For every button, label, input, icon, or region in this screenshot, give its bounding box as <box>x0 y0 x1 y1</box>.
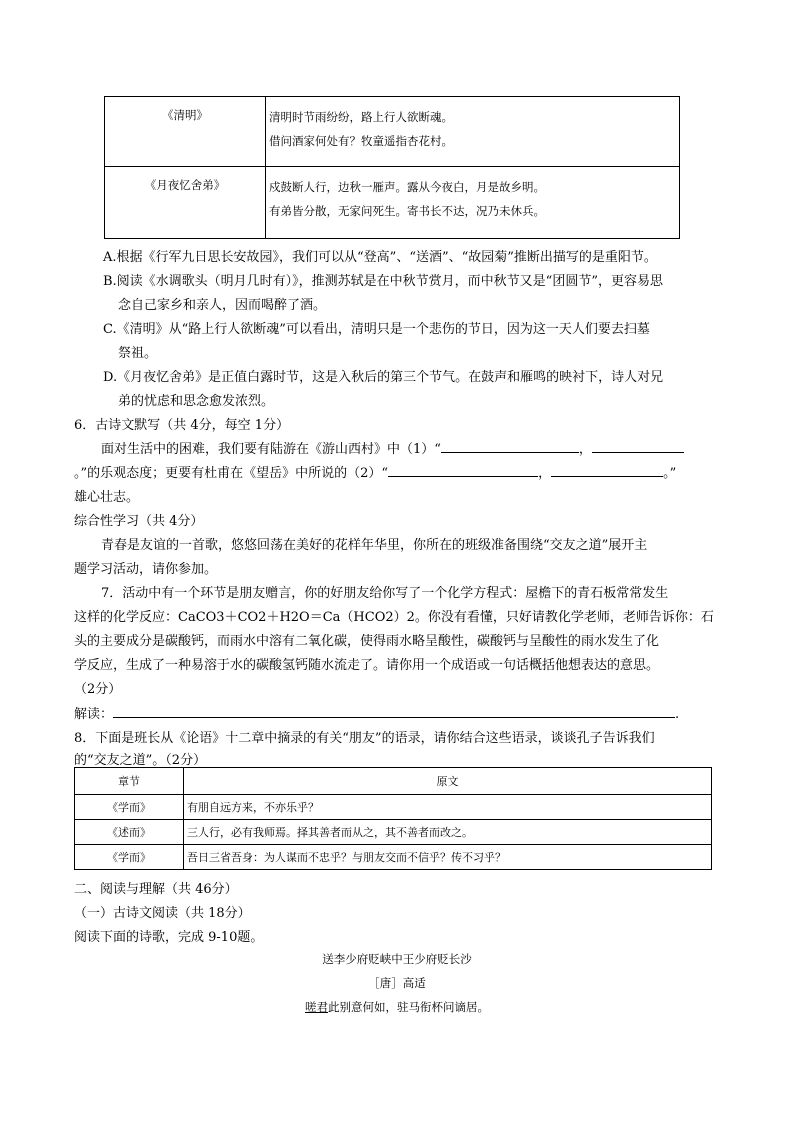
quote-cell: 吾日三省吾身：为人谋而不忠乎？与朋友交而不信乎？传不习乎？ <box>184 845 712 870</box>
q7-line1: 7．活动中有一个环节是朋友赠言，你的好朋友给你写了一个化学方程式：屋檐下的青石板常常发生 <box>101 586 669 601</box>
q6-line2-text: 。”的乐观态度；更要有杜甫在《望岳》中所说的（2）“ <box>74 466 389 481</box>
blank-4[interactable] <box>551 462 663 477</box>
table-row <box>105 97 680 167</box>
poem-author: ［唐］高适 <box>368 976 426 990</box>
poem-line: 戍鼓断人行，边秋一雁声。露从今夜白，月是故乡明。 <box>269 180 545 194</box>
option-c: C.《清明》从“路上行人欲断魂”可以看出，清明只是一个悲伤的节日，因为这一天人们要去扫墓 <box>103 322 650 337</box>
option-a: A.根据《行军九日思长安故园》，我们可以从“登高”、“送酒”、“故园菊”推断出描写的是重阳节。 <box>103 250 657 265</box>
quote-cell: 有朋自远方来，不亦乐乎？ <box>184 795 712 820</box>
table-row <box>75 795 712 820</box>
q7-line4: 学反应，生成了一种易溶于水的碳酸氢钙随水流走了。请你用一个成语或一句话概括他想表达的意思。 <box>74 658 660 673</box>
q7-answer <box>74 703 679 722</box>
q8-line1: 8．下面是班长从《论语》十二章中摘录的有关“朋友”的语录，请你结合这些语录，谈谈孔子告诉我们 <box>74 731 655 746</box>
blank-1[interactable] <box>441 438 579 453</box>
poem-text-cell <box>266 167 680 239</box>
section-heading: 二、阅读与理解（共 46分） <box>74 882 238 897</box>
option-c-cont: 祭祖。 <box>118 346 158 361</box>
q7-line2: 这样的化学反应：CaCO3＋CO2＋H2O＝Ca（HCO2）2。你没有看懂，只好请教化学老师，老师告诉你：石 <box>74 610 714 625</box>
poem-line: 清明时节雨纷纷，路上行人欲断魂。 <box>269 110 453 124</box>
table-row <box>105 167 680 239</box>
chapter-cell: 《学而》 <box>75 845 184 870</box>
q7-line5: （2分） <box>74 682 122 697</box>
poem-line: 有弟皆分散，无家问死生。寄书长不达，况乃未休兵。 <box>269 204 545 218</box>
reading-instruction: 阅读下面的诗歌，完成 9-10题。 <box>74 930 264 945</box>
answer-blank[interactable] <box>113 703 675 718</box>
table-header-row <box>75 768 712 795</box>
poem-text-cell <box>266 97 680 167</box>
table-row <box>75 845 712 870</box>
q6-line1-text: 面对生活中的困难，我们要有陆游在《游山西村》中（1）“ <box>101 442 441 457</box>
option-d: D.《月夜忆舍弟》是正值白露时节，这是入秋后的第三个节气。在鼓声和雁鸣的映衬下，诗人对兄 <box>103 370 664 385</box>
q6-comma: ， <box>538 466 552 481</box>
q6-line2 <box>74 462 676 481</box>
q7-line3: 头的主要成分是碳酸钙，而雨水中溶有二氧化碳，使得雨水略呈酸性，碳酸钙与呈酸性的雨水发生了化 <box>74 634 660 649</box>
chapter-cell: 《学而》 <box>75 795 184 820</box>
poem-line: 借问酒家何处有？牧童遥指杏花村。 <box>269 134 453 148</box>
blank-3[interactable] <box>388 462 538 477</box>
option-d-cont: 弟的忧虑和思念愈发浓烈。 <box>118 394 275 409</box>
q8-line2: 的“交友之道”。（2分） <box>74 753 207 768</box>
q6-heading: 6．古诗文默写（共 4分，每空 1分） <box>74 418 290 433</box>
q6-line1 <box>101 438 684 457</box>
table-row <box>75 820 712 845</box>
answer-end: . <box>675 707 680 722</box>
comprehensive-heading: 综合性学习（共 4分） <box>74 514 204 529</box>
underlined-phrase: 嗟君 <box>305 1000 328 1014</box>
chapter-cell: 《述而》 <box>75 820 184 845</box>
poem-title-cell: 《清明》 <box>105 97 266 167</box>
q6-line3: 雄心壮志。 <box>74 490 140 505</box>
q6-line2-end: 。” <box>663 466 677 481</box>
poem-title: 送李少府贬峡中王少府贬长沙 <box>322 952 472 966</box>
header-text: 原文 <box>184 768 712 795</box>
q6-comma: ， <box>578 442 592 457</box>
quote-cell: 三人行，必有我师焉。择其善者而从之，其不善者而改之。 <box>184 820 712 845</box>
option-b: B.阅读《水调歌头（明月几时有）》，推测苏轼是在中秋节赏月，而中秋节又是“团圆节”，更容易思 <box>103 274 663 289</box>
header-chapter: 章节 <box>75 768 184 795</box>
poem-line-rest: 此别意何如，驻马衔杯问谪居。 <box>328 1000 489 1014</box>
poem-title-cell: 《月夜忆舍弟》 <box>105 167 266 239</box>
poem-line <box>0 999 794 1015</box>
blank-2[interactable] <box>592 438 684 453</box>
option-b-cont: 念自己家乡和亲人，因而喝醉了酒。 <box>118 298 327 313</box>
analects-table <box>74 767 712 870</box>
answer-label: 解读： <box>74 707 114 722</box>
poem-table <box>104 96 680 239</box>
comprehensive-intro: 青春是友谊的一首歌，悠悠回荡在美好的花样年华里，你所在的班级准备围绕“交友之道”展开主 <box>101 538 648 553</box>
comprehensive-intro-cont: 题学习活动，请你参加。 <box>74 562 218 577</box>
subsection-heading: （一）古诗文阅读（共 18分） <box>74 906 251 921</box>
